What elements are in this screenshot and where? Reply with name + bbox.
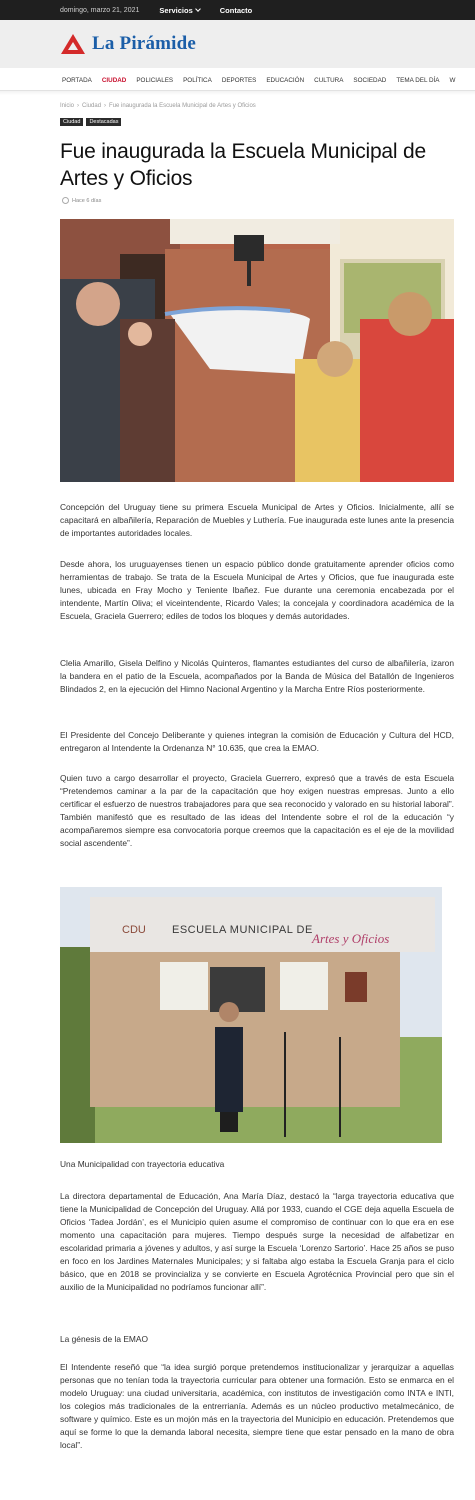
- breadcrumb-home[interactable]: Inicio: [60, 103, 75, 109]
- services-label: Servicios: [159, 5, 193, 15]
- tag-ciudad[interactable]: Ciudad: [60, 118, 83, 126]
- chevron-down-icon: [195, 6, 201, 12]
- nav-item-cultura[interactable]: CULTURA: [314, 76, 344, 84]
- main-nav: [0, 70, 475, 91]
- paragraph-1: Concepción del Uruguay tiene su primera Escuela Municipal de Artes y Oficios. Inicialmente, allí se capacitará en albañilería, Reparación de Muebles y Luthería. Fue inaugurada este lunes ante la presencia de importantes autoridades locales.: [60, 502, 454, 538]
- article-second-image: [60, 887, 442, 1143]
- pyramid-logo-icon[interactable]: [60, 33, 86, 55]
- services-menu[interactable]: [159, 6, 199, 15]
- clock-icon: [62, 197, 69, 204]
- nav-item-more[interactable]: W: [449, 76, 456, 84]
- nav-item-politica[interactable]: POLÍTICA: [183, 76, 212, 84]
- school-sign-script: Artes y Oficios: [312, 931, 390, 946]
- breadcrumb-section[interactable]: Ciudad: [82, 103, 102, 109]
- breadcrumb-current: Fue inaugurada la Escuela Municipal de Artes y Oficios: [109, 103, 256, 109]
- section-heading-trayectoria: Una Municipalidad con trayectoria educativa: [60, 1159, 225, 1169]
- top-bar: [0, 0, 475, 20]
- contact-link[interactable]: Contacto: [219, 5, 253, 15]
- header: [0, 20, 475, 68]
- breadcrumb: Inicio › Ciudad › Fue inaugurada la Escuela Municipal de Artes y Oficios: [60, 103, 256, 109]
- nav-item-tema-del-dia[interactable]: TEMA DEL DÍA: [396, 76, 440, 84]
- paragraph-7: El Intendente reseñó que “la idea surgió porque pretendemos institucionalizar y jerarquizar a aquellas personas que no tenían toda la trayectoria curricular para obtener una formación. Esto se enmarca en el modelo Uruguay: una ciudad universitaria, académica, con institutos de investigación como INTA e INTI, los colegios más tradicionales de la entrerrianía. Además es un núcleo productivo metalmecánico, de software y químico. Este es un mojón más en la trayectoria del Municipio en educación. Pretendemos que aquí se forme lo que la demanda laboral necesita, siempre tiene que estar pensado en la mano de obra local”.: [60, 1362, 454, 1450]
- school-sign-text: ESCUELA MUNICIPAL DE: [172, 924, 313, 936]
- article-meta: [62, 197, 456, 204]
- nav-item-ciudad[interactable]: CIUDAD: [101, 76, 127, 84]
- paragraph-6: La directora departamental de Educación, Ana María Díaz, destacó la “larga trayectoria educativa que tiene la Municipalidad de Concepción del Uruguay. Allá por 1933, cuando el CGE deja aquella Escuela de Oficios ‘Tadea Jordán’, es el Municipio quien asume el compromiso de continuar con lo que era en ese momento una capacitación para mujeres. Tiempo después surge la necesidad de alfabetizar en escolaridad primaria a jóvenes y adultos, y así surge la Escuela ‘Lorenzo Sartorio’. Hace 25 años se puso en foco en los Jardines Maternales Municipales; y si faltaba algo estaba la Escuela Granja para el ciclo básico, que en 2018 se provincializa y se convierte en Escuela Agrotécnica Provincial pero que sin el auxilio de la Municipalidad no podríamos funcionar allí”.: [60, 1191, 454, 1292]
- article-title: Fue inaugurada la Escuela Municipal de Artes y Oficios: [60, 140, 426, 190]
- school-logo: CDU: [122, 924, 146, 936]
- nav-item-sociedad[interactable]: SOCIEDAD: [353, 76, 387, 84]
- article-time: Hace 6 días: [72, 197, 102, 204]
- nav-item-educacion[interactable]: EDUCACIÓN: [266, 76, 305, 84]
- paragraph-3: Clelia Amarillo, Gisela Delfino y Nicolás Quinteros, flamantes estudiantes del curso de albañilería, izaron la bandera en el patio de la Escuela, acompañados por la Banda de Música del Batallón de Ingenieros Blindados 2, en la ejecución del Himno Nacional Argentino y la Marcha Entre Ríos posteriormente.: [60, 658, 454, 694]
- tag-destacadas[interactable]: Destacadas: [86, 118, 121, 126]
- category-tags: [60, 118, 454, 126]
- nav-divider: [0, 91, 475, 95]
- paragraph-4: El Presidente del Concejo Deliberante y quienes integran la comisión de Educación y Cultura del HCD, entregaron al Intendente la Ordenanza N° 10.635, que crea la EMAO.: [60, 730, 454, 753]
- nav-item-portada[interactable]: PORTADA: [62, 76, 92, 84]
- paragraph-2: Desde ahora, los uruguayenses tienen un espacio público donde gratuitamente aprender oficios como herramientas de trabajo. Se trata de la Escuela Municipal de Artes y Oficios, que fue inaugurada este lunes, ubicada en Fray Mocho y Teniente Ibañez. Fue durante una ceremonia encabezada por el intendente, Martín Oliva; el viceintendente, Ricardo Vales; la concejala y coordinadora académica de la Escuela, Graciela Guerrero; ediles de todos los bloques y demás autoridades.: [60, 559, 454, 621]
- nav-item-deportes[interactable]: DEPORTES: [221, 76, 257, 84]
- site-logo[interactable]: La Pirámide: [92, 33, 197, 54]
- nav-item-policiales[interactable]: POLICIALES: [136, 76, 174, 84]
- paragraph-5: Quien tuvo a cargo desarrollar el proyecto, Graciela Guerrero, expresó que a través de esta Escuela “Pretendemos caminar a la par de la capacitación que hoy exigen nuestras empresas. Junto a ello certificar el esfuerzo de nuestros trabajadores para que sea reconocido y valorado en su historial laboral”. También manifestó que es resultado de las ideas del Intendente sobre el rol de la educación “y acompañaremos siempre esa convocatoria porque creemos que la capacitación es el eje de la movilidad social ascendente”.: [60, 773, 454, 848]
- article-main-image: [60, 219, 454, 482]
- section-heading-genesis: La génesis de la EMAO: [60, 1334, 148, 1344]
- current-date: domingo, marzo 21, 2021: [60, 6, 140, 14]
